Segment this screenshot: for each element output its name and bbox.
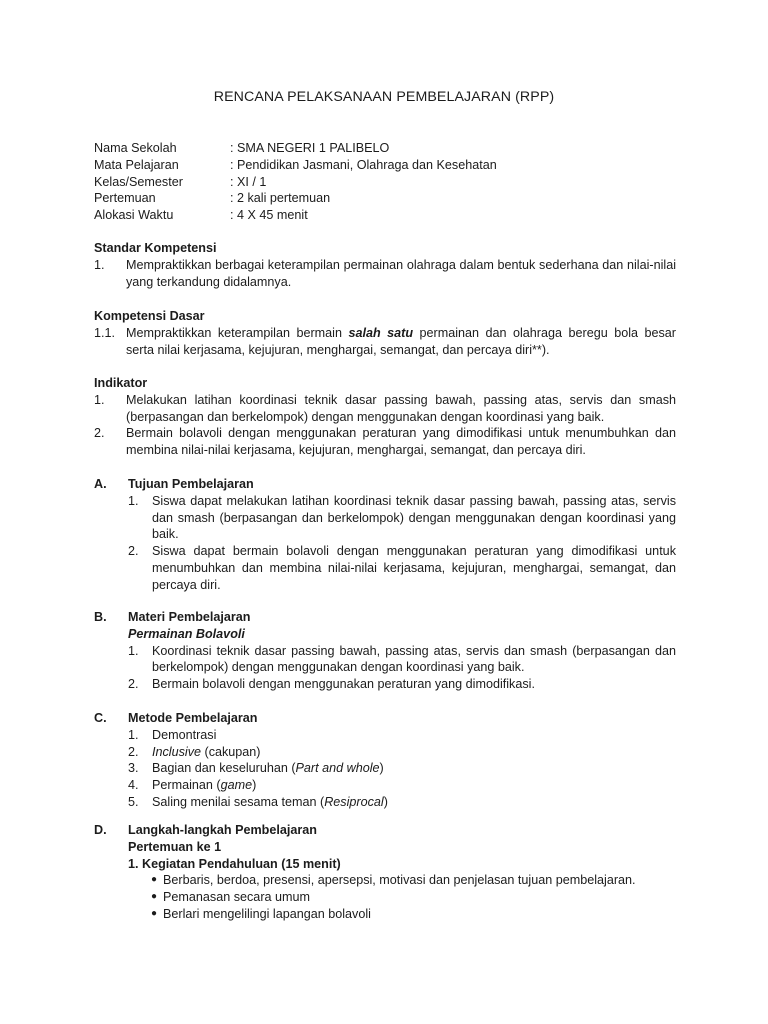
info-row	[94, 157, 497, 174]
item-number: 2.	[128, 744, 139, 759]
item-text	[152, 760, 384, 777]
item-text: Berbaris, berdoa, presensi, apersepsi, motivasi dan penjelasan tujuan pembelajaran.	[163, 873, 636, 888]
standar-kompetensi-section	[94, 240, 676, 290]
bullet-icon: ●	[151, 907, 158, 919]
section-heading: Langkah-langkah Pembelajaran	[128, 823, 317, 837]
list-item	[151, 906, 676, 923]
item-number: 1.	[128, 727, 139, 742]
emphasis-text: game	[220, 778, 253, 793]
item-text	[126, 325, 676, 359]
list-item	[94, 425, 676, 459]
item-text: Melakukan latihan koordinasi teknik dasar passing bawah, passing atas, servis dan smash (berpasangan dan berkelompok) dengan menggunakan dengan koordinasi yang baik.	[126, 392, 676, 424]
indikator-section	[94, 375, 676, 459]
list-item	[128, 727, 676, 744]
item-text: Mempraktikkan berbagai keterampilan permainan olahraga dalam bentuk sederhana dan nilai-nilai yang terkandung didalamnya.	[126, 257, 676, 289]
section-heading: Metode Pembelajaran	[128, 711, 258, 725]
text-part: )	[379, 761, 384, 776]
tujuan-section	[94, 476, 676, 594]
info-label: Alokasi Waktu	[94, 208, 174, 223]
item-number: 4.	[128, 778, 139, 793]
item-number: 1.	[128, 643, 139, 658]
text-part: (cakupan)	[201, 744, 261, 759]
info-row	[94, 174, 497, 191]
text-part: Saling menilai sesama teman (	[152, 794, 325, 809]
section-heading: Materi Pembelajaran	[128, 610, 251, 624]
text-part: )	[383, 794, 388, 809]
item-number: 2.	[128, 677, 139, 692]
list-item	[128, 493, 676, 543]
text-part: Bagian dan keseluruhan (	[152, 761, 296, 776]
bullet-icon: ●	[151, 891, 158, 903]
section-subheading: Permainan Bolavoli	[128, 626, 245, 641]
section-content	[128, 710, 676, 811]
emphasis-text: Inclusive	[152, 744, 201, 759]
info-value: : SMA NEGERI 1 PALIBELO	[230, 141, 390, 155]
list-item	[128, 794, 676, 811]
section-content	[128, 609, 676, 693]
item-text: Siswa dapat melakukan latihan koordinasi teknik dasar passing bawah, passing atas, servis dan smash (berpasangan dan berkelompok) dengan menggunakan dengan koordinasi yang baik.	[152, 493, 676, 542]
section-heading: Indikator	[94, 376, 148, 390]
section-heading: Kompetensi Dasar	[94, 309, 205, 323]
info-row	[94, 190, 497, 207]
info-row	[94, 140, 497, 157]
emphasis-text: salah satu	[348, 325, 414, 340]
section-letter: A.	[94, 477, 107, 491]
activity-list	[151, 872, 676, 922]
item-number: 1.	[128, 493, 139, 508]
emphasis-text: Resiprocal	[324, 794, 384, 809]
item-text	[152, 794, 388, 811]
list-item	[94, 257, 676, 291]
item-text: Koordinasi teknik dasar passing bawah, passing atas, servis dan smash (berpasangan dan berkelompok) dengan menggunakan dengan koordinasi yang baik.	[152, 643, 676, 675]
item-number: 2.	[94, 426, 105, 441]
list-item	[128, 643, 676, 677]
item-number: 3.	[128, 761, 139, 776]
list-item	[128, 676, 676, 693]
kompetensi-dasar-section	[94, 308, 676, 358]
info-label: Nama Sekolah	[94, 141, 177, 155]
list-item	[151, 872, 676, 889]
item-text: Pemanasan secara umum	[163, 890, 310, 905]
section-letter: D.	[94, 823, 107, 837]
list-item	[128, 543, 676, 593]
info-value: : XI / 1	[230, 174, 267, 189]
text-part: )	[252, 778, 257, 793]
materi-section	[94, 609, 676, 693]
list-item	[128, 744, 676, 761]
section-heading: Standar Kompetensi	[94, 241, 217, 255]
section-letter: B.	[94, 610, 107, 624]
item-number: 2.	[128, 544, 139, 559]
info-value: : Pendidikan Jasmani, Olahraga dan Kesehatan	[230, 157, 497, 172]
text-part: Mempraktikkan keterampilan bermain	[126, 325, 349, 340]
list-item	[151, 889, 676, 906]
item-text: Bermain bolavoli dengan menggunakan peraturan yang dimodifikasi.	[152, 677, 535, 692]
emphasis-text: Part and whole	[295, 761, 380, 776]
section-letter: C.	[94, 711, 107, 725]
info-row	[94, 207, 497, 224]
item-text: Bermain bolavoli dengan menggunakan peraturan yang dimodifikasi untuk menumbuhkan dan membina nilai-nilai kerjasama, kejujuran, menghargai, semangat, dan percaya diri.	[126, 426, 676, 458]
activity-heading: 1. Kegiatan Pendahuluan (15 menit)	[128, 856, 341, 871]
item-number: 1.	[94, 392, 105, 407]
item-number: 1.	[94, 257, 105, 272]
list-item	[128, 760, 676, 777]
info-value: : 2 kali pertemuan	[230, 191, 331, 206]
item-text	[152, 744, 261, 761]
metode-section	[94, 710, 676, 811]
item-number: 5.	[128, 794, 139, 809]
section-heading: Tujuan Pembelajaran	[128, 477, 254, 491]
item-text: Berlari mengelilingi lapangan bolavoli	[163, 906, 371, 921]
item-number: 1.1.	[94, 325, 116, 340]
list-item	[128, 777, 676, 794]
meeting-heading: Pertemuan ke 1	[128, 839, 222, 854]
text-part: Permainan (	[152, 778, 221, 793]
list-item	[94, 392, 676, 426]
info-value: : 4 X 45 menit	[230, 208, 308, 223]
text-part: permainan dan olahraga beregu bola besar serta nilai kerjasama, kejujuran, menghargai, semangat, dan percaya diri**).	[126, 325, 676, 357]
info-label: Mata Pelajaran	[94, 157, 179, 172]
item-text: Siswa dapat bermain bolavoli dengan menggunakan peraturan yang dimodifikasi untuk menumbuhkan dan membina nilai-nilai kerjasama, kejujuran, menghargai, semangat, dan percaya diri.	[152, 544, 676, 592]
list-item	[94, 325, 676, 359]
info-label: Pertemuan	[94, 191, 156, 206]
page-title: RENCANA PELAKSANAAN PEMBELAJARAN (RPP)	[213, 89, 555, 105]
bullet-icon: ●	[151, 874, 158, 886]
info-label: Kelas/Semester	[94, 174, 183, 189]
langkah-section	[94, 822, 676, 923]
text-part: Demontrasi	[152, 727, 217, 742]
section-content	[128, 822, 676, 923]
school-info	[94, 140, 497, 224]
section-content	[128, 476, 676, 594]
item-text	[152, 777, 256, 794]
item-text	[152, 727, 216, 744]
